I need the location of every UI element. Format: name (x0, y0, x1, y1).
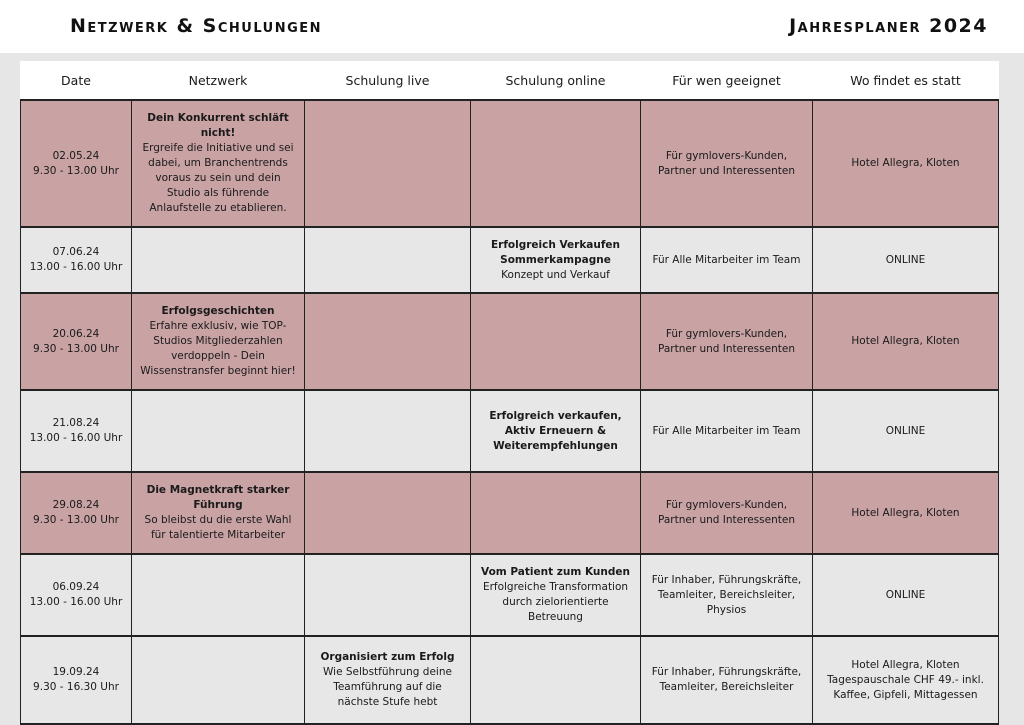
page-header (0, 0, 1024, 53)
wo-cell: Hotel Allegra, Kloten (813, 472, 999, 554)
wo-cell: Hotel Allegra, Kloten Tagespauschale CHF 49.- inkl. Kaffee, Gipfeli, Mittagessen (813, 636, 999, 724)
table-row (21, 554, 999, 636)
netzwerk-cell (132, 227, 305, 293)
schulung-live-cell (305, 390, 471, 472)
fuer-wen-cell: Für Alle Mitarbeiter im Team (641, 227, 813, 293)
table-header-row (21, 61, 999, 100)
live-title: Organisiert zum Erfolg (320, 651, 455, 663)
schulung-live-cell (305, 554, 471, 636)
event-date: 29.08.24 (52, 499, 100, 511)
wo-cell: Hotel Allegra, Kloten (813, 100, 999, 227)
wo-cell: Hotel Allegra, Kloten (813, 293, 999, 390)
event-time: 9.30 - 13.00 Uhr (33, 514, 119, 526)
online-text: Konzept und Verkauf (501, 268, 610, 281)
event-date: 06.09.24 (52, 581, 100, 593)
schedule-table (20, 61, 999, 725)
netzwerk-title: Die Magnetkraft starker Führung (146, 484, 290, 511)
netzwerk-text: Erfahre exklusiv, wie TOP-Studios Mitgliederzahlen verdoppeln - Dein Wissenstransfer beginnt hier! (140, 320, 296, 377)
planner-year-title: Jahresplaner 2024 (789, 15, 988, 37)
event-time: 13.00 - 16.00 Uhr (29, 432, 123, 444)
netzwerk-text: So bleibst du die erste Wahl für talentierte Mitarbeiter (144, 514, 292, 541)
column-header-date: Date (21, 61, 132, 100)
schulung-live-cell (305, 636, 471, 724)
fuer-wen-cell: Für gymlovers-Kunden, Partner und Interessenten (641, 472, 813, 554)
schulung-live-cell (305, 100, 471, 227)
event-time: 9.30 - 13.00 Uhr (33, 164, 119, 177)
online-title: Erfolgreich verkaufen, Aktiv Erneuern & Weiterempfehlungen (489, 409, 622, 452)
fuer-wen-cell: Für gymlovers-Kunden, Partner und Interessenten (641, 100, 813, 227)
online-title: Vom Patient zum Kunden (481, 566, 630, 578)
date-cell (21, 390, 132, 472)
schulung-online-cell (471, 293, 641, 390)
netzwerk-cell (132, 554, 305, 636)
date-cell (21, 293, 132, 390)
page-title: Netzwerk & Schulungen (70, 15, 323, 37)
table-row (21, 390, 999, 472)
netzwerk-cell (132, 100, 305, 227)
schulung-online-cell (471, 100, 641, 227)
event-time: 13.00 - 16.00 Uhr (29, 596, 123, 608)
live-text: Wie Selbstführung deine Teamführung auf die nächste Stufe hebt (323, 666, 452, 708)
netzwerk-cell (132, 472, 305, 554)
table-row (21, 227, 999, 293)
wo-cell: ONLINE (813, 227, 999, 293)
netzwerk-title: Erfolgsgeschichten (161, 305, 275, 317)
table-row (21, 100, 999, 227)
column-header-fuer-wen: Für wen geeignet (641, 61, 813, 100)
wo-cell: ONLINE (813, 554, 999, 636)
schulung-online-cell (471, 472, 641, 554)
schulung-online-cell (471, 636, 641, 724)
fuer-wen-cell: Für Inhaber, Führungskräfte, Teamleiter, Bereichsleiter, Physios (641, 554, 813, 636)
wo-cell: ONLINE (813, 390, 999, 472)
online-title: Erfolgreich Verkaufen Sommerkampagne (490, 238, 621, 266)
fuer-wen-cell: Für Inhaber, Führungskräfte, Teamleiter, Bereichsleiter (641, 636, 813, 724)
table-row (21, 472, 999, 554)
event-date: 02.05.24 (52, 149, 100, 162)
schulung-live-cell (305, 227, 471, 293)
date-cell (21, 100, 132, 227)
fuer-wen-cell: Für Alle Mitarbeiter im Team (641, 390, 813, 472)
date-cell (21, 554, 132, 636)
schulung-live-cell (305, 293, 471, 390)
column-header-netzwerk: Netzwerk (132, 61, 305, 100)
netzwerk-cell (132, 390, 305, 472)
date-cell (21, 227, 132, 293)
netzwerk-cell (132, 636, 305, 724)
column-header-wo: Wo findet es statt (813, 61, 999, 100)
netzwerk-text: Ergreife die Initiative und sei dabei, um Branchentrends voraus zu sein und dein Studio als führende Anlaufstelle zu etablieren. (142, 142, 294, 214)
schulung-online-cell (471, 227, 641, 293)
table-row (21, 293, 999, 390)
table-row (21, 636, 999, 724)
event-time: 13.00 - 16.00 Uhr (29, 261, 123, 273)
event-time: 9.30 - 13.00 Uhr (33, 342, 119, 355)
fuer-wen-cell: Für gymlovers-Kunden, Partner und Interessenten (641, 293, 813, 390)
schulung-live-cell (305, 472, 471, 554)
schulung-online-cell (471, 390, 641, 472)
date-cell (21, 636, 132, 724)
column-header-schulung-live: Schulung live (305, 61, 471, 100)
event-date: 20.06.24 (52, 327, 100, 340)
event-date: 07.06.24 (52, 246, 100, 258)
online-text: Erfolgreiche Transformation durch zielorientierte Betreuung (482, 581, 629, 623)
schulung-online-cell (471, 554, 641, 636)
event-date: 21.08.24 (52, 417, 100, 429)
event-date: 19.09.24 (52, 666, 100, 678)
netzwerk-title: Dein Konkurrent schläft nicht! (147, 112, 289, 139)
event-time: 9.30 - 16.30 Uhr (33, 681, 119, 693)
column-header-schulung-online: Schulung online (471, 61, 641, 100)
netzwerk-cell (132, 293, 305, 390)
date-cell (21, 472, 132, 554)
